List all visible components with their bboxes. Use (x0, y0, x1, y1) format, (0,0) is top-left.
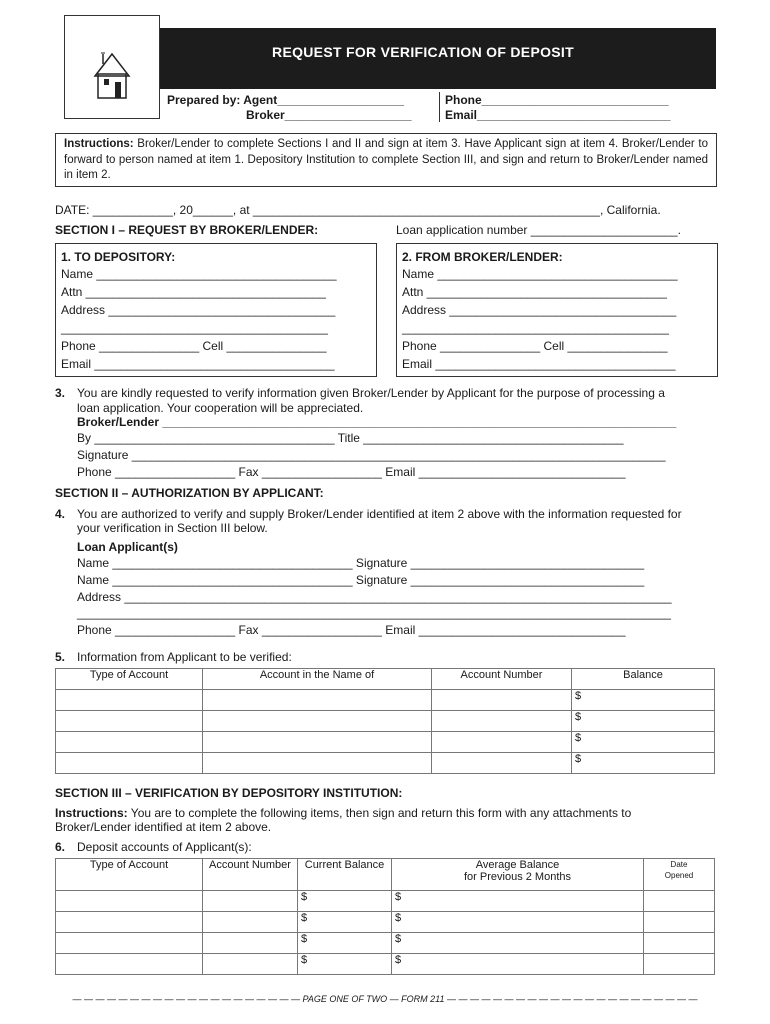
col-account-name: Account in the Name of (203, 669, 432, 690)
to-depository-attn[interactable]: Attn ____________________________________ (61, 285, 326, 299)
broker-field[interactable]: Broker___________________ (246, 108, 412, 122)
applicant-address2[interactable]: _________________________________________________________________________________________ (77, 606, 671, 620)
from-broker-name[interactable]: Name ____________________________________ (402, 267, 678, 281)
from-broker-email[interactable]: Email ____________________________________ (402, 357, 676, 371)
avg-balance-cell[interactable]: $ (392, 912, 644, 933)
section1-title: SECTION I – REQUEST BY BROKER/LENDER: (55, 223, 319, 237)
logo-box (64, 15, 160, 119)
item3-number: 3. (55, 386, 66, 400)
item3-text2: loan application. Your cooperation will be appreciated. (77, 401, 364, 415)
col-date-opened: Date Opened (644, 859, 715, 891)
col-type-of-account: Type of Account (56, 859, 203, 891)
table-row[interactable] (56, 954, 715, 975)
loan-applicants-label: Loan Applicant(s) (77, 540, 178, 554)
table-row[interactable] (56, 933, 715, 954)
instructions-text: Instructions: Broker/Lender to complete Sections I and II and sign at item 3. Have Applicant sign at item 4. Broker/Lender to forward to person named at item 1. Depository Institution to complete Section III, and sign and return to Broker/Lender named in item 2. (64, 138, 708, 181)
item5-number: 5. (55, 650, 66, 664)
broker-lender-field[interactable]: Broker/Lender _____________________________________________________________________________ (77, 415, 677, 429)
prepared-by-agent[interactable]: Prepared by: Agent___________________ (167, 93, 405, 107)
email-field[interactable]: Email_____________________________ (445, 108, 671, 122)
col-account-number: Account Number (203, 859, 298, 891)
table-row[interactable] (56, 753, 715, 774)
from-broker-phone-cell[interactable]: Phone _______________ Cell _______________ (402, 339, 668, 353)
to-depository-address[interactable]: Address __________________________________ (61, 303, 336, 317)
col-average-balance: Average Balance for Previous 2 Months (392, 859, 644, 891)
from-broker-address2[interactable]: ________________________________________ (402, 321, 669, 335)
balance-cell[interactable]: $ (572, 711, 715, 732)
applicant2-name-signature[interactable]: Name ____________________________________ Signature ___________________________________ (77, 573, 645, 587)
current-balance-cell[interactable]: $ (298, 912, 392, 933)
to-depository-panel (55, 243, 377, 377)
from-broker-title: 2. FROM BROKER/LENDER: (402, 250, 563, 264)
form-title: REQUEST FOR VERIFICATION OF DEPOSIT (272, 44, 574, 60)
to-depository-name[interactable]: Name ____________________________________ (61, 267, 337, 281)
table-row[interactable] (56, 690, 715, 711)
avg-balance-cell[interactable]: $ (392, 891, 644, 912)
item4-text2: your verification in Section III below. (77, 521, 268, 535)
col-balance: Balance (572, 669, 715, 690)
applicant-phone-fax-email[interactable]: Phone __________________ Fax __________________ Email _______________________________ (77, 623, 626, 637)
current-balance-cell[interactable]: $ (298, 891, 392, 912)
balance-cell[interactable]: $ (572, 732, 715, 753)
col-type-of-account: Type of Account (56, 669, 203, 690)
table-row[interactable] (56, 891, 715, 912)
applicant-address[interactable]: Address __________________________________________________________________________________ (77, 590, 672, 604)
header-divider (439, 92, 440, 122)
col-current-balance: Current Balance (298, 859, 392, 891)
balance-cell[interactable]: $ (572, 690, 715, 711)
date-line[interactable]: DATE: ____________, 20______, at ____________________________________________________, California. (55, 203, 661, 217)
to-depository-address2[interactable]: ________________________________________ (61, 321, 328, 335)
to-depository-title: 1. TO DEPOSITORY: (61, 250, 176, 264)
balance-cell[interactable]: $ (572, 753, 715, 774)
table-row[interactable] (56, 732, 715, 753)
section3-instructions: Instructions: You are to complete the following items, then sign and return this form with any attachments to (55, 806, 632, 820)
item3-signature[interactable]: Signature ________________________________________________________________________________ (77, 448, 666, 462)
house-icon (65, 16, 159, 118)
item6-number: 6. (55, 840, 66, 854)
item4-number: 4. (55, 507, 66, 521)
page-footer: — — — — — — — — — — — — — — — — — — — — PAGE ONE OF TWO — FORM 211 — — — — — — — — — — — — — — — — — — — — — — (72, 994, 698, 1004)
to-depository-phone-cell[interactable]: Phone _______________ Cell _______________ (61, 339, 327, 353)
item5-text: Information from Applicant to be verified: (77, 650, 292, 664)
to-depository-email[interactable]: Email ____________________________________ (61, 357, 335, 371)
item6-text: Deposit accounts of Applicant(s): (77, 840, 252, 854)
current-balance-cell[interactable]: $ (298, 933, 392, 954)
loan-application-number[interactable]: Loan application number ______________________. (396, 223, 681, 237)
col-account-number: Account Number (432, 669, 572, 690)
phone-field[interactable]: Phone____________________________ (445, 93, 669, 107)
item3-text1: You are kindly requested to verify information given Broker/Lender by Applicant for the purpose of processing a (77, 386, 665, 400)
table-row[interactable] (56, 912, 715, 933)
item4-text1: You are authorized to verify and supply Broker/Lender identified at item 2 above with the information requested for (77, 507, 682, 521)
accounts-to-verify-table (55, 668, 715, 774)
item3-phone-fax-email[interactable]: Phone __________________ Fax __________________ Email _______________________________ (77, 465, 626, 479)
applicant1-name-signature[interactable]: Name ____________________________________ Signature ___________________________________ (77, 556, 645, 570)
deposit-accounts-table (55, 858, 715, 975)
avg-balance-cell[interactable]: $ (392, 954, 644, 975)
table-row[interactable] (56, 711, 715, 732)
from-broker-address[interactable]: Address __________________________________ (402, 303, 677, 317)
section3-instructions-2: Broker/Lender identified at item 2 above. (55, 820, 272, 834)
current-balance-cell[interactable]: $ (298, 954, 392, 975)
section3-title: SECTION III – VERIFICATION BY DEPOSITORY INSTITUTION: (55, 786, 403, 800)
from-broker-attn[interactable]: Attn ____________________________________ (402, 285, 667, 299)
section2-title: SECTION II – AUTHORIZATION BY APPLICANT: (55, 486, 324, 500)
instructions-box (55, 133, 717, 187)
by-title-field[interactable]: By ____________________________________ Title _______________________________________ (77, 431, 624, 445)
from-broker-panel (396, 243, 718, 377)
avg-balance-cell[interactable]: $ (392, 933, 644, 954)
